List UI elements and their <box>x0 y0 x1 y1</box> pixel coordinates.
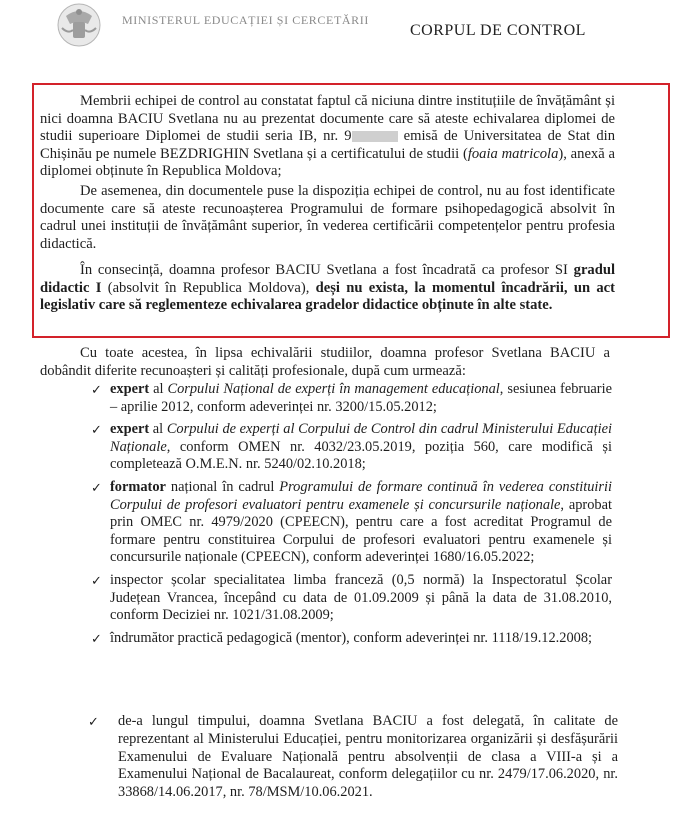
text-span: inspector școlar specialitatea limba franceză (0,5 normă) la Inspectoratul Școlar Județean Vrancea, începând cu data de 01.09.2009 și până la data de 31.08.2010, conform Deciziei nr. 1021/31.08.2009; <box>110 571 612 624</box>
text-span: emisă de Universitatea de Stat din Chișinău pe numele BEZDRIGHIN Svetlana și a certificatului de studii ( <box>40 128 615 162</box>
redacted-block <box>352 131 398 142</box>
list-item <box>91 421 612 474</box>
list-item <box>91 629 612 648</box>
text-span: , aprobat prin OMEC nr. 4979/2020 (CPEECN), pentru care a fost acreditat Programul de formare pentru constituirea Corpului de profesori evaluatori pentru examenele și concursurile naționale (CPEECN), conform adeverinței 1680/16.05.2022; <box>110 496 612 566</box>
text-span: de-a lungul timpului, doamna Svetlana BACIU a fost delegată, în calitate de reprezentant al Ministerului Educației, pentru monitorizarea organizării și desfășurării Examenului de Evaluare Națională pentru absolvenții de clasa a VIII-a și a Examenului Național de Bacalaureat, conform delegațiilor cu nr. 2479/17.06.2020, nr. 33868/14.06.2017, nr. 78/MSM/10.06.2021. <box>118 713 618 801</box>
text-span: În consecință, doamna profesor BACIU Svetlana a fost încadrată ca profesor SI <box>80 262 574 278</box>
bold-span: expert <box>110 381 150 397</box>
bold-span: deși nu exista, la momentul încadrării, un act legislativ care să reglementeze echivalarea gradelor didactice obținute în alte state. <box>40 279 615 314</box>
text-span: ), anexă a diplomei obținute în Republica Moldova; <box>40 145 615 180</box>
italic-span: foaia matricola <box>467 145 559 162</box>
ministry-heading: MINISTERUL EDUCAȚIEI ȘI CERCETĂRII <box>122 13 369 27</box>
check-icon: ✓ <box>91 479 102 495</box>
text-span: îndrumător practică pedagogică (mentor), conform adeverinței nr. 1118/19.12.2008; <box>110 629 593 646</box>
check-icon: ✓ <box>91 382 102 397</box>
list-item <box>91 381 612 416</box>
bold-span: expert <box>110 421 150 438</box>
text-span: al <box>149 381 168 397</box>
italic-span: Corpului de experți al Corpului de Control din cadrul Ministerului Educației Naționale <box>110 421 612 455</box>
paragraph-also: De asemenea, din documentele puse la dispoziția echipei de control, nu au fost identificate documente care să ateste recunoașterea Programului de formare psihopedagogică absolvit în cadrul unei instituții de învățământ superior, în vederea certificării competențelor pentru profesia didactică. <box>40 183 615 252</box>
list-item <box>91 571 612 625</box>
department-heading: CORPUL DE CONTROL <box>410 22 586 39</box>
text-span: (absolvit în Republica Moldova), <box>101 279 316 296</box>
check-icon: ✓ <box>91 630 102 646</box>
text-span: , conform OMEN nr. 4032/23.05.2019, poziția 560, care modifică și completează O.M.E.N. nr. 5240/02.10.2018; <box>110 438 612 473</box>
text-span: național în cadrul <box>165 478 280 495</box>
bold-span: formator <box>110 478 166 495</box>
list-item <box>91 478 612 567</box>
check-icon: ✓ <box>91 572 102 588</box>
paragraph-intro: Cu toate acestea, în lipsa echivalării studiilor, doamna profesor Svetlana BACIU a dobândit diferite recunoașteri și calități profesionale, după cum urmează: <box>40 345 610 379</box>
italic-span: Programului de formare continuă în vederea constituirii Corpului de profesori evaluatori pentru examenele și concursurile naționale <box>110 478 612 513</box>
bold-span: gradul didactic I <box>40 262 615 296</box>
paragraph-consequence <box>40 262 615 315</box>
check-icon: ✓ <box>88 714 99 729</box>
coat-of-arms-icon <box>52 2 106 48</box>
paragraph-findings <box>40 93 615 181</box>
recognitions-list <box>91 381 612 652</box>
text-span: Membrii echipei de control au constatat faptul că niciuna dintre instituțiile de învățământ și nici doamna BACIU Svetlana nu au prezentat documente care să ateste echivalarea diplomei de studii superioare Diplomei de studii seria IB, nr. 9 <box>40 93 615 145</box>
check-icon: ✓ <box>91 422 102 438</box>
text-span: al <box>149 421 167 438</box>
text-span: , sesiunea februarie – aprilie 2012, conform adeverinței nr. 3200/15.05.2012; <box>110 381 612 415</box>
list-item-delegation <box>88 713 618 802</box>
italic-span: Corpului Național de experți în management educațional <box>167 381 500 397</box>
